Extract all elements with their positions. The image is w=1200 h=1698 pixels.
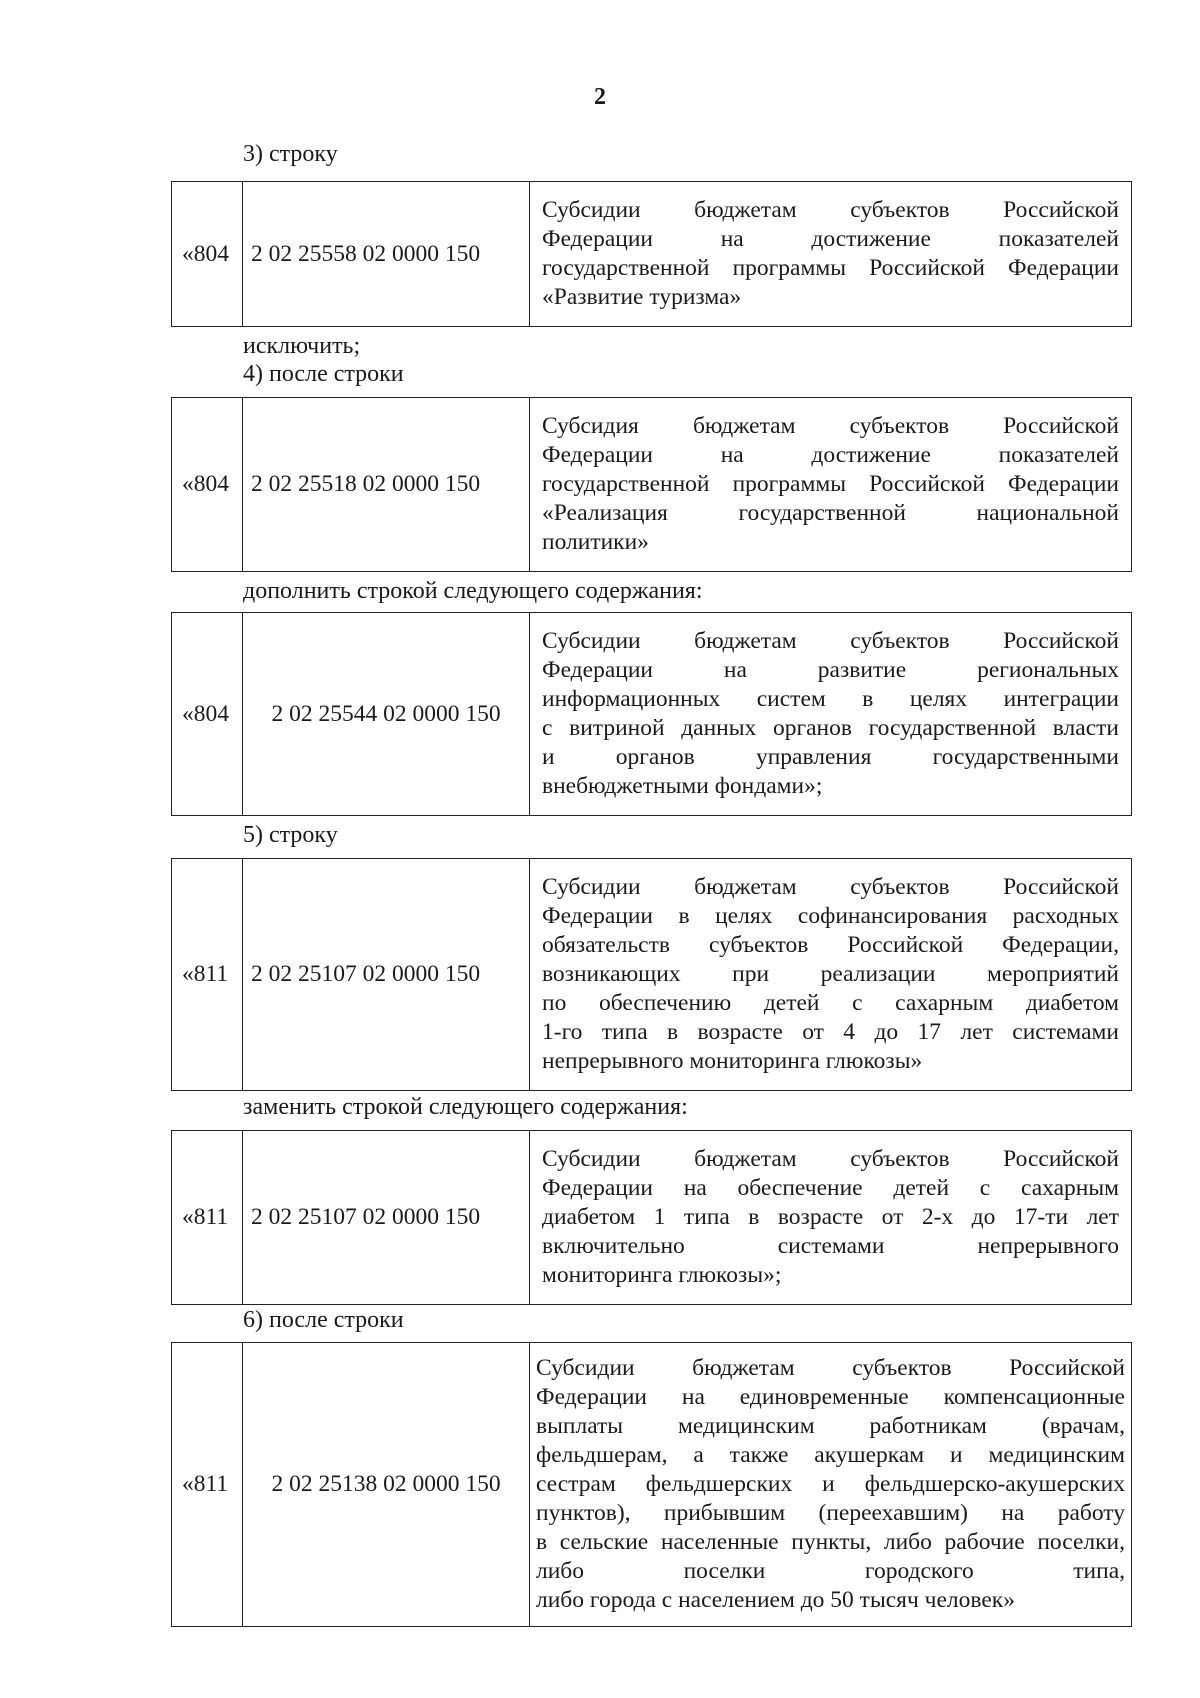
instruction-text: 6) после строки bbox=[243, 1307, 404, 1333]
budget-row-table bbox=[171, 1130, 1132, 1305]
description-line: информационных систем в целях интеграции bbox=[542, 686, 1119, 712]
budget-code-cell: 2 02 25107 02 0000 150 bbox=[243, 859, 530, 1091]
budget-code-cell: 2 02 25558 02 0000 150 bbox=[243, 182, 530, 327]
description-line: диабетом 1 типа в возрасте от 2-х до 17-ти лет bbox=[542, 1204, 1119, 1230]
page-number: 2 bbox=[594, 84, 606, 110]
description-cell bbox=[530, 182, 1132, 327]
instruction-text: 4) после строки bbox=[243, 361, 404, 387]
instruction-text: заменить строкой следующего содержания: bbox=[243, 1094, 688, 1120]
description-cell bbox=[530, 859, 1132, 1091]
description-line: Субсидии бюджетам субъектов Российской bbox=[542, 197, 1119, 223]
description-line: непрерывного мониторинга глюкозы» bbox=[542, 1048, 923, 1074]
instruction-text: 3) строку bbox=[243, 141, 338, 167]
budget-code-cell: 2 02 25107 02 0000 150 bbox=[243, 1131, 530, 1305]
admin-code-cell: «804 bbox=[172, 613, 243, 816]
description-line: включительно системами непрерывного bbox=[542, 1233, 1119, 1259]
description-line: либо города с населением до 50 тысяч человек» bbox=[536, 1587, 1015, 1613]
budget-row-table bbox=[171, 858, 1132, 1091]
description-line: Субсидии бюджетам субъектов Российской bbox=[542, 1146, 1119, 1172]
description-cell bbox=[530, 398, 1132, 572]
description-line: Субсидии бюджетам субъектов Российской bbox=[542, 628, 1119, 654]
admin-code-cell: «811 bbox=[172, 1343, 243, 1627]
description-line: «Развитие туризма» bbox=[542, 284, 742, 310]
description-line: Субсидия бюджетам субъектов Российской bbox=[542, 413, 1119, 439]
description-line: политики» bbox=[542, 529, 649, 555]
description-line: Федерации на обеспечение детей с сахарным bbox=[542, 1175, 1119, 1201]
admin-code-cell: «811 bbox=[172, 1131, 243, 1305]
description-cell bbox=[530, 1131, 1132, 1305]
description-line: выплаты медицинским работникам (врачам, bbox=[536, 1413, 1125, 1439]
budget-row-table bbox=[171, 397, 1132, 572]
description-cell bbox=[530, 1343, 1132, 1627]
budget-row-table bbox=[171, 612, 1132, 816]
description-line: Федерации на развитие региональных bbox=[542, 657, 1119, 683]
description-line: Субсидии бюджетам субъектов Российской bbox=[542, 874, 1119, 900]
description-line: «Реализация государственной национальной bbox=[542, 500, 1119, 526]
admin-code-cell: «804 bbox=[172, 398, 243, 572]
description-line: сестрам фельдшерских и фельдшерско-акушерских bbox=[536, 1471, 1125, 1497]
description-line: с витриной данных органов государственной власти bbox=[542, 715, 1119, 741]
description-line: мониторинга глюкозы»; bbox=[542, 1262, 782, 1288]
admin-code-cell: «811 bbox=[172, 859, 243, 1091]
description-line: по обеспечению детей с сахарным диабетом bbox=[542, 990, 1119, 1016]
budget-row-table bbox=[171, 181, 1132, 327]
instruction-text: 5) строку bbox=[243, 822, 338, 848]
description-line: 1-го типа в возрасте от 4 до 17 лет системами bbox=[542, 1019, 1119, 1045]
description-line: фельдшерам, а также акушеркам и медицинским bbox=[536, 1442, 1125, 1468]
description-line: в сельские населенные пункты, либо рабочие поселки, bbox=[536, 1529, 1125, 1555]
description-line: и органов управления государственными bbox=[542, 744, 1119, 770]
description-line: внебюджетными фондами»; bbox=[542, 773, 823, 799]
budget-code-cell: 2 02 25544 02 0000 150 bbox=[243, 613, 530, 816]
admin-code-cell: «804 bbox=[172, 182, 243, 327]
description-line: либо поселки городского типа, bbox=[536, 1558, 1125, 1584]
description-cell bbox=[530, 613, 1132, 816]
description-line: обязательств субъектов Российской Федерации, bbox=[542, 932, 1119, 958]
description-line: возникающих при реализации мероприятий bbox=[542, 961, 1119, 987]
description-line: государственной программы Российской Федерации bbox=[542, 471, 1119, 497]
description-line: государственной программы Российской Федерации bbox=[542, 255, 1119, 281]
description-line: Субсидии бюджетам субъектов Российской bbox=[536, 1355, 1125, 1381]
instruction-text: исключить; bbox=[243, 333, 361, 359]
budget-code-cell: 2 02 25518 02 0000 150 bbox=[243, 398, 530, 572]
description-line: Федерации на достижение показателей bbox=[542, 442, 1119, 468]
description-line: пунктов), прибывшим (переехавшим) на работу bbox=[536, 1500, 1125, 1526]
instruction-text: дополнить строкой следующего содержания: bbox=[243, 578, 703, 604]
description-line: Федерации на достижение показателей bbox=[542, 226, 1119, 252]
budget-row-table bbox=[171, 1342, 1132, 1627]
budget-code-cell: 2 02 25138 02 0000 150 bbox=[243, 1343, 530, 1627]
description-line: Федерации в целях софинансирования расходных bbox=[542, 903, 1119, 929]
description-line: Федерации на единовременные компенсационные bbox=[536, 1384, 1125, 1410]
